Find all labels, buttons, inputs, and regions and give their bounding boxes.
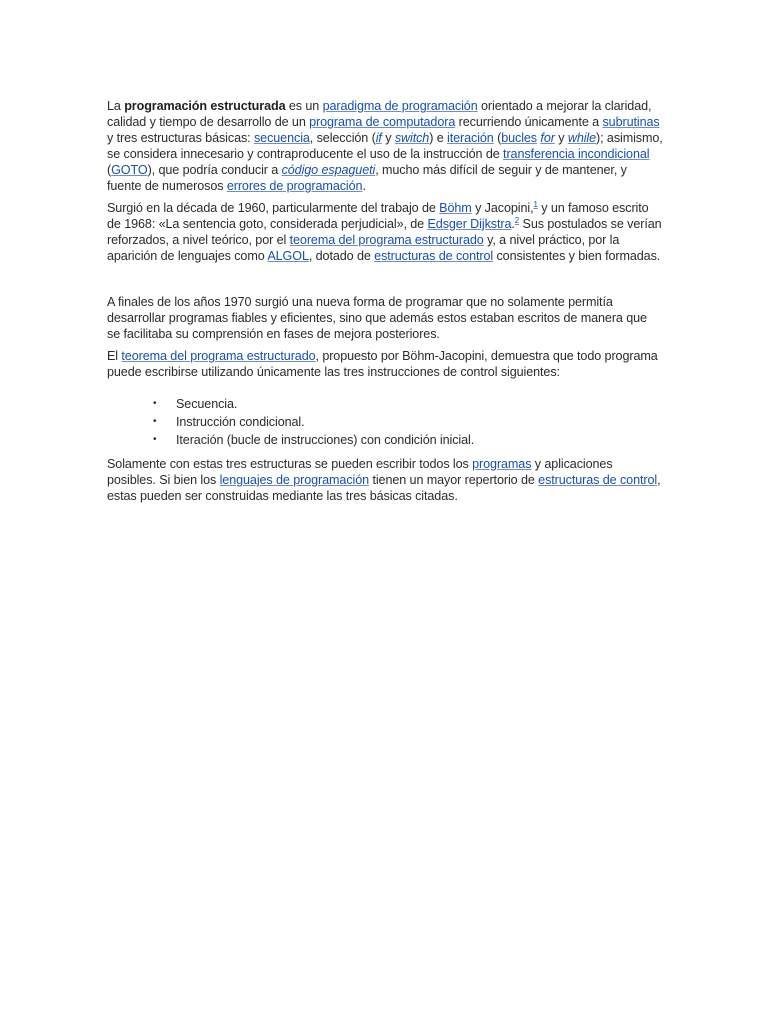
link-teorema-programa-estructurado[interactable]: teorema del programa estructurado: [289, 233, 484, 247]
list-item: [107, 432, 663, 450]
text-run: y Jacopini,: [471, 201, 534, 215]
link-teorema-programa-estructurado-2[interactable]: teorema del programa estructurado: [121, 349, 316, 363]
paragraph-history: [107, 200, 663, 264]
link-secuencia[interactable]: secuencia: [253, 131, 310, 145]
link-paradigma[interactable]: paradigma de programación: [322, 99, 478, 113]
text-run: , selección (: [309, 131, 376, 145]
text-run: y aplicaciones posibles. Si bien los: [107, 457, 613, 487]
text-run: ) e: [429, 131, 447, 145]
text-run: , dotado de: [308, 249, 375, 263]
link-goto[interactable]: GOTO: [111, 163, 148, 177]
link-for-label: for: [540, 131, 555, 145]
footnote-link-1[interactable]: 1: [533, 199, 538, 209]
link-bohm[interactable]: Böhm: [439, 201, 472, 215]
link-if-label: if: [375, 131, 382, 145]
text-run: Sus postulados se verían reforzados, a nivel teórico, por el: [107, 217, 662, 247]
text-run: (: [107, 163, 112, 177]
paragraph-1970s: A finales de los años 1970 surgió una nueva forma de programar que no solamente permitía desarrollar programas fiables y eficientes, sino que además estos estaban escritos de manera que se facilitaba su comprensión en fases de mejora posteriores.: [107, 295, 647, 341]
text-run: Solamente con estas tres estructuras se pueden escribir todos los: [107, 457, 473, 471]
text-run: , estas pueden ser construidas mediante las tres básicas citadas.: [107, 473, 661, 503]
link-programas[interactable]: programas: [472, 457, 532, 471]
link-while-label: while: [567, 131, 597, 145]
list-item: [107, 396, 663, 414]
link-switch-label: switch: [394, 131, 430, 145]
bullet-icon: •: [153, 398, 157, 409]
text-run: , propuesto por Böhm-Jacopini, demuestra que todo programa puede escribirse utilizando únicamente las tres instrucciones de control siguientes:: [107, 349, 658, 379]
bullet-icon: •: [153, 434, 157, 445]
text-run: (: [493, 131, 502, 145]
text-run: y, a nivel práctico, por la aparición de lenguajes como: [107, 233, 620, 263]
text-run: ); asimismo, se considera innecesario y contraproducente el uso de la instrucción de: [107, 131, 663, 161]
control-structures-list: [107, 396, 663, 450]
link-estructuras-control[interactable]: estructuras de control: [374, 249, 494, 263]
list-item-text: Secuencia.: [176, 397, 238, 411]
link-bucles[interactable]: bucles: [501, 131, 538, 145]
term-bold: programación estructurada: [124, 99, 286, 113]
link-codigo-espagueti[interactable]: [282, 163, 376, 177]
text-run: .: [362, 179, 366, 193]
link-algol[interactable]: ALGOL: [267, 249, 309, 263]
text-run: tienen un mayor repertorio de: [369, 473, 539, 487]
text-run: y: [381, 131, 395, 145]
text-run: recurriendo únicamente a: [455, 115, 603, 129]
text-run: El: [107, 349, 122, 363]
text-run: y tres estructuras básicas:: [107, 131, 254, 145]
bullet-icon: •: [153, 416, 157, 427]
link-while[interactable]: [568, 131, 596, 145]
link-iteracion[interactable]: iteración: [447, 131, 494, 145]
paragraph-theorem: [107, 348, 663, 380]
link-errores-programacion[interactable]: errores de programación: [226, 179, 363, 193]
text-run: orientado a mejorar la claridad, calidad y tiempo de desarrollo de un: [107, 99, 652, 129]
link-programa-computadora[interactable]: programa de computadora: [309, 115, 456, 129]
link-codigo-espagueti-label: código espagueti: [281, 163, 376, 177]
text-run: consistentes y bien formadas.: [493, 249, 661, 263]
link-lenguajes-programacion[interactable]: lenguajes de programación: [219, 473, 370, 487]
text-run: y un famoso escrito de 1968: «La sentencia goto, considerada perjudicial», de: [107, 201, 649, 231]
text-run: La: [107, 99, 125, 113]
list-item: [107, 414, 663, 432]
link-edsger-dijkstra[interactable]: Edsger Dijkstra: [427, 217, 512, 231]
link-switch[interactable]: [395, 131, 429, 145]
text-run: y: [554, 131, 568, 145]
text-run: ), que podría conducir a: [147, 163, 282, 177]
text-run: .: [511, 217, 515, 231]
text-run: Surgió en la década de 1960, particularmente del trabajo de: [107, 201, 440, 215]
link-for[interactable]: [540, 131, 554, 145]
text-run: , mucho más difícil de seguir y de mantener, y fuente de numerosos: [107, 163, 627, 193]
link-transferencia-incondicional[interactable]: transferencia incondicional: [503, 147, 650, 161]
footnote-link-2[interactable]: 2: [514, 215, 520, 225]
list-item-text: Instrucción condicional.: [176, 415, 305, 429]
text-run: es un: [285, 99, 323, 113]
link-subrutinas[interactable]: subrutinas: [602, 115, 660, 129]
document-body: [107, 98, 663, 510]
paragraph-intro: [107, 98, 663, 194]
link-estructuras-control-2[interactable]: estructuras de control: [538, 473, 658, 487]
paragraph-conclusion: [107, 456, 663, 504]
list-item-text: Iteración (bucle de instrucciones) con condición inicial.: [176, 433, 475, 447]
